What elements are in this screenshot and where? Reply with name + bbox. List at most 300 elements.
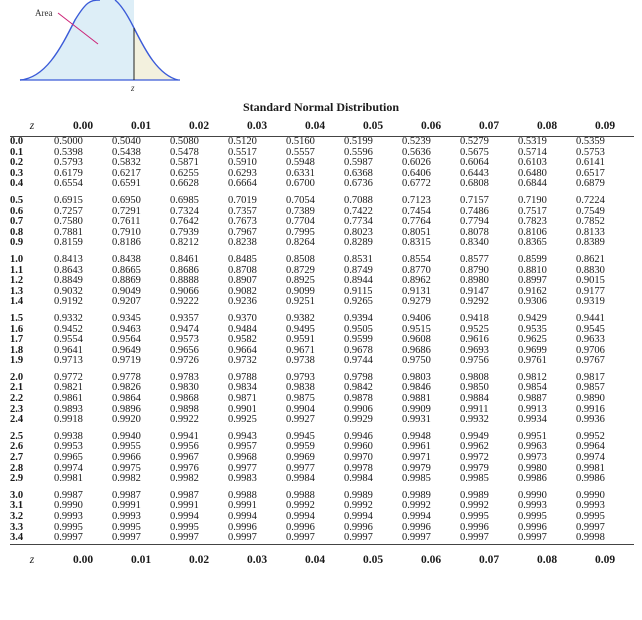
probability-cell: 0.9177 <box>576 285 605 297</box>
probability-cell: 0.9319 <box>576 296 605 308</box>
probability-cell: 0.9994 <box>344 511 373 522</box>
probability-cell: 0.9946 <box>344 430 373 442</box>
probability-cell: 0.9964 <box>576 441 605 453</box>
probability-cell: 0.9959 <box>286 441 315 453</box>
z-value: 1.0 <box>10 253 24 265</box>
probability-cell: 0.9932 <box>460 414 489 426</box>
probability-cell: 0.9925 <box>228 414 257 426</box>
z-value: 1.9 <box>10 355 24 367</box>
z-value: 0.7 <box>10 216 24 228</box>
probability-cell: 0.8413 <box>54 253 83 265</box>
probability-cell: 0.9974 <box>576 452 605 464</box>
probability-cell: 0.8869 <box>112 275 141 287</box>
probability-cell: 0.9972 <box>460 452 489 464</box>
probability-cell: 0.6985 <box>170 194 199 206</box>
probability-cell: 0.5557 <box>286 146 315 158</box>
probability-cell: 0.9922 <box>170 414 199 426</box>
probability-cell: 0.9991 <box>228 500 257 512</box>
probability-cell: 0.9115 <box>344 285 373 297</box>
probability-cell: 0.9927 <box>286 414 315 426</box>
probability-cell: 0.9706 <box>576 344 605 356</box>
probability-cell: 0.9995 <box>518 511 547 522</box>
probability-cell: 0.5832 <box>112 157 141 169</box>
probability-cell: 0.9982 <box>170 473 199 485</box>
probability-cell: 0.9961 <box>402 441 431 453</box>
probability-cell: 0.9943 <box>228 430 257 442</box>
normal-curve-figure <box>0 0 200 95</box>
probability-cell: 0.9997 <box>170 532 199 544</box>
probability-cell: 0.8810 <box>518 264 547 276</box>
table-row <box>10 179 634 190</box>
z-value: 0.4 <box>10 178 24 190</box>
probability-cell: 0.7580 <box>54 216 83 228</box>
probability-cell: 0.9896 <box>112 403 141 415</box>
probability-cell: 0.9875 <box>286 393 315 405</box>
probability-cell: 0.7422 <box>344 205 373 217</box>
probability-cell: 0.7939 <box>170 226 199 238</box>
probability-cell: 0.9913 <box>518 403 547 415</box>
probability-cell: 0.8289 <box>344 237 373 249</box>
probability-cell: 0.9996 <box>286 521 315 533</box>
probability-cell: 0.9994 <box>228 511 257 522</box>
probability-cell: 0.9131 <box>402 285 431 297</box>
probability-cell: 0.9693 <box>460 344 489 356</box>
probability-cell: 0.9945 <box>286 430 315 442</box>
probability-cell: 0.6179 <box>54 167 83 179</box>
probability-cell: 0.9948 <box>402 430 431 442</box>
probability-cell: 0.9699 <box>518 344 547 356</box>
probability-cell: 0.9987 <box>54 489 83 501</box>
probability-cell: 0.9985 <box>402 473 431 485</box>
probability-cell: 0.8365 <box>518 237 547 249</box>
probability-cell: 0.9767 <box>576 355 605 367</box>
probability-cell: 0.9991 <box>112 500 141 512</box>
probability-cell: 0.9463 <box>112 323 141 335</box>
probability-cell: 0.9871 <box>228 393 257 405</box>
probability-cell: 0.9990 <box>576 489 605 501</box>
probability-cell: 0.8686 <box>170 264 199 276</box>
probability-cell: 0.9893 <box>54 403 83 415</box>
probability-cell: 0.9251 <box>286 296 315 308</box>
table-row <box>10 415 634 426</box>
probability-cell: 0.8159 <box>54 237 83 249</box>
probability-cell: 0.9987 <box>112 489 141 501</box>
probability-cell: 0.6064 <box>460 157 489 169</box>
probability-cell: 0.9994 <box>286 511 315 522</box>
probability-cell: 0.9951 <box>518 430 547 442</box>
probability-cell: 0.9918 <box>54 414 83 426</box>
probability-cell: 0.5636 <box>402 146 431 158</box>
probability-cell: 0.7054 <box>286 194 315 206</box>
probability-cell: 0.9904 <box>286 403 315 415</box>
probability-cell: 0.9778 <box>112 371 141 383</box>
probability-cell: 0.9830 <box>170 382 199 394</box>
probability-cell: 0.8461 <box>170 253 199 265</box>
probability-cell: 0.9997 <box>344 532 373 544</box>
probability-cell: 0.9976 <box>170 462 199 474</box>
column-header: 0.00 <box>72 553 94 566</box>
probability-cell: 0.9941 <box>170 430 199 442</box>
probability-cell: 0.5160 <box>286 136 315 147</box>
probability-cell: 0.9970 <box>344 452 373 464</box>
probability-cell: 0.9222 <box>170 296 199 308</box>
probability-cell: 0.7257 <box>54 205 83 217</box>
probability-cell: 0.5675 <box>460 146 489 158</box>
probability-cell: 0.9495 <box>286 323 315 335</box>
probability-cell: 0.9649 <box>112 344 141 356</box>
probability-cell: 0.9973 <box>518 452 547 464</box>
probability-cell: 0.8264 <box>286 237 315 249</box>
z-value: 3.2 <box>10 511 24 522</box>
area-label: Area <box>35 8 53 18</box>
probability-cell: 0.5359 <box>576 136 605 147</box>
probability-cell: 0.9812 <box>518 371 547 383</box>
probability-cell: 0.9732 <box>228 355 257 367</box>
probability-cell: 0.7157 <box>460 194 489 206</box>
probability-cell: 0.9985 <box>460 473 489 485</box>
probability-cell: 0.9996 <box>344 521 373 533</box>
probability-cell: 0.9992 <box>344 500 373 512</box>
probability-cell: 0.7764 <box>402 216 431 228</box>
probability-cell: 0.5596 <box>344 146 373 158</box>
column-header: 0.00 <box>72 120 94 132</box>
probability-cell: 0.9868 <box>170 393 199 405</box>
probability-cell: 0.9884 <box>460 393 489 405</box>
z-value: 1.2 <box>10 275 24 287</box>
probability-cell: 0.9664 <box>228 344 257 356</box>
probability-cell: 0.9429 <box>518 312 547 324</box>
probability-cell: 0.8980 <box>460 275 489 287</box>
z-value: 1.1 <box>10 264 24 276</box>
probability-cell: 0.8485 <box>228 253 257 265</box>
probability-cell: 0.9719 <box>112 355 141 367</box>
probability-cell: 0.8925 <box>286 275 315 287</box>
probability-cell: 0.8186 <box>112 237 141 249</box>
z-value: 2.1 <box>10 382 24 394</box>
probability-cell: 0.8665 <box>112 264 141 276</box>
probability-cell: 0.8315 <box>402 237 431 249</box>
probability-cell: 0.9881 <box>402 393 431 405</box>
probability-cell: 0.9345 <box>112 312 141 324</box>
table-title: Standard Normal Distribution <box>242 100 400 114</box>
table-row <box>10 474 634 485</box>
probability-cell: 0.9890 <box>576 393 605 405</box>
z-value: 0.3 <box>10 167 24 179</box>
z-value: 1.8 <box>10 344 24 356</box>
z-value: 0.8 <box>10 226 24 238</box>
probability-cell: 0.7823 <box>518 216 547 228</box>
probability-cell: 0.9671 <box>286 344 315 356</box>
z-value: 1.3 <box>10 285 24 297</box>
probability-cell: 0.8849 <box>54 275 83 287</box>
probability-cell: 0.7967 <box>228 226 257 238</box>
probability-cell: 0.9989 <box>460 489 489 501</box>
probability-cell: 0.9997 <box>402 532 431 544</box>
probability-cell: 0.8599 <box>518 253 547 265</box>
probability-cell: 0.5120 <box>228 136 257 147</box>
column-header: 0.02 <box>188 120 210 132</box>
probability-cell: 0.9750 <box>402 355 431 367</box>
probability-cell: 0.9996 <box>518 521 547 533</box>
probability-cell: 0.9686 <box>402 344 431 356</box>
z-value: 3.0 <box>10 489 24 501</box>
probability-cell: 0.7324 <box>170 205 199 217</box>
probability-cell: 0.9332 <box>54 312 83 324</box>
probability-cell: 0.9975 <box>112 462 141 474</box>
probability-cell: 0.9968 <box>228 452 257 464</box>
probability-cell: 0.9292 <box>460 296 489 308</box>
column-header: 0.04 <box>304 553 326 566</box>
column-header: 0.09 <box>594 120 616 132</box>
probability-cell: 0.9993 <box>112 511 141 522</box>
probability-cell: 0.9803 <box>402 371 431 383</box>
probability-cell: 0.9842 <box>344 382 373 394</box>
probability-cell: 0.6103 <box>518 157 547 169</box>
probability-cell: 0.9887 <box>518 393 547 405</box>
probability-cell: 0.9936 <box>576 414 605 426</box>
probability-cell: 0.5000 <box>54 136 83 147</box>
probability-cell: 0.9082 <box>228 285 257 297</box>
probability-cell: 0.9997 <box>286 532 315 544</box>
column-header: 0.01 <box>130 120 152 132</box>
probability-cell: 0.9955 <box>112 441 141 453</box>
probability-cell: 0.7673 <box>228 216 257 228</box>
probability-cell: 0.7517 <box>518 205 547 217</box>
probability-cell: 0.5279 <box>460 136 489 147</box>
probability-cell: 0.9995 <box>54 521 83 533</box>
probability-cell: 0.9929 <box>344 414 373 426</box>
probability-cell: 0.9987 <box>170 489 199 501</box>
z-value: 3.3 <box>10 521 24 533</box>
table-body <box>10 137 634 545</box>
probability-cell: 0.9162 <box>518 285 547 297</box>
probability-cell: 0.9993 <box>54 511 83 522</box>
probability-cell: 0.9997 <box>54 532 83 544</box>
column-header: 0.06 <box>420 120 442 132</box>
probability-cell: 0.9984 <box>344 473 373 485</box>
table-row <box>10 196 634 207</box>
probability-cell: 0.9633 <box>576 334 605 346</box>
probability-cell: 0.9599 <box>344 334 373 346</box>
probability-cell: 0.8238 <box>228 237 257 249</box>
probability-cell: 0.5398 <box>54 146 83 158</box>
table-row <box>10 533 634 544</box>
probability-cell: 0.8106 <box>518 226 547 238</box>
probability-cell: 0.9808 <box>460 371 489 383</box>
probability-cell: 0.9980 <box>518 462 547 474</box>
probability-cell: 0.7454 <box>402 205 431 217</box>
probability-cell: 0.9525 <box>460 323 489 335</box>
probability-cell: 0.6554 <box>54 178 83 190</box>
probability-cell: 0.9986 <box>518 473 547 485</box>
z-value: 2.2 <box>10 393 24 405</box>
z-value: 3.4 <box>10 532 24 544</box>
column-header: 0.03 <box>246 120 268 132</box>
probability-cell: 0.5793 <box>54 157 83 169</box>
probability-cell: 0.9265 <box>344 296 373 308</box>
probability-cell: 0.9441 <box>576 312 605 324</box>
probability-cell: 0.9515 <box>402 323 431 335</box>
probability-cell: 0.9049 <box>112 285 141 297</box>
probability-cell: 0.9990 <box>54 500 83 512</box>
probability-cell: 0.8508 <box>286 253 315 265</box>
probability-cell: 0.6772 <box>402 178 431 190</box>
probability-cell: 0.9656 <box>170 344 199 356</box>
z-value: 1.4 <box>10 296 24 308</box>
probability-cell: 0.9986 <box>576 473 605 485</box>
probability-cell: 0.9850 <box>460 382 489 394</box>
column-header: 0.03 <box>246 553 268 566</box>
probability-cell: 0.9994 <box>402 511 431 522</box>
probability-cell: 0.9394 <box>344 312 373 324</box>
probability-cell: 0.9979 <box>460 462 489 474</box>
column-header: 0.04 <box>304 120 326 132</box>
probability-cell: 0.8997 <box>518 275 547 287</box>
probability-cell: 0.9997 <box>112 532 141 544</box>
probability-cell: 0.9992 <box>402 500 431 512</box>
probability-cell: 0.7549 <box>576 205 605 217</box>
probability-cell: 0.7642 <box>170 216 199 228</box>
probability-cell: 0.6808 <box>460 178 489 190</box>
probability-cell: 0.9988 <box>286 489 315 501</box>
probability-cell: 0.8888 <box>170 275 199 287</box>
probability-cell: 0.9992 <box>286 500 315 512</box>
probability-cell: 0.7704 <box>286 216 315 228</box>
probability-cell: 0.9988 <box>228 489 257 501</box>
z-value: 1.5 <box>10 312 24 324</box>
z-value: 2.8 <box>10 462 24 474</box>
probability-cell: 0.9834 <box>228 382 257 394</box>
probability-cell: 0.9992 <box>460 500 489 512</box>
probability-cell: 0.9032 <box>54 285 83 297</box>
probability-cell: 0.9406 <box>402 312 431 324</box>
z-value: 1.7 <box>10 334 24 346</box>
probability-cell: 0.9977 <box>286 462 315 474</box>
probability-cell: 0.7019 <box>228 194 257 206</box>
z-value: 2.6 <box>10 441 24 453</box>
probability-cell: 0.9967 <box>170 452 199 464</box>
table-row <box>10 356 634 367</box>
probability-cell: 0.9861 <box>54 393 83 405</box>
probability-cell: 0.9956 <box>170 441 199 453</box>
probability-cell: 0.9974 <box>54 462 83 474</box>
probability-cell: 0.9990 <box>518 489 547 501</box>
probability-cell: 0.9981 <box>54 473 83 485</box>
probability-cell: 0.9971 <box>402 452 431 464</box>
probability-cell: 0.6293 <box>228 167 257 179</box>
probability-cell: 0.7611 <box>112 216 141 228</box>
probability-cell: 0.9484 <box>228 323 257 335</box>
probability-cell: 0.9960 <box>344 441 373 453</box>
probability-cell: 0.9772 <box>54 371 83 383</box>
column-header: 0.07 <box>478 553 500 566</box>
probability-cell: 0.9738 <box>286 355 315 367</box>
probability-cell: 0.6591 <box>112 178 141 190</box>
z-value: 0.9 <box>10 237 24 249</box>
probability-cell: 0.9192 <box>54 296 83 308</box>
probability-cell: 0.9099 <box>286 285 315 297</box>
z-value: 2.9 <box>10 473 24 485</box>
probability-cell: 0.7190 <box>518 194 547 206</box>
probability-cell: 0.8212 <box>170 237 199 249</box>
table-row <box>10 137 634 148</box>
table-row <box>10 314 634 325</box>
right-tail <box>134 28 178 80</box>
probability-cell: 0.9977 <box>228 462 257 474</box>
probability-cell: 0.9564 <box>112 334 141 346</box>
probability-cell: 0.9911 <box>460 403 489 415</box>
probability-cell: 0.9608 <box>402 334 431 346</box>
probability-cell: 0.8051 <box>402 226 431 238</box>
probability-cell: 0.9857 <box>576 382 605 394</box>
probability-cell: 0.7123 <box>402 194 431 206</box>
probability-cell: 0.9726 <box>170 355 199 367</box>
z-value: 0.2 <box>10 157 24 169</box>
probability-cell: 0.7881 <box>54 226 83 238</box>
column-header: 0.05 <box>362 553 384 566</box>
table-row <box>10 238 634 249</box>
probability-cell: 0.9641 <box>54 344 83 356</box>
probability-cell: 0.6406 <box>402 167 431 179</box>
probability-cell: 0.5040 <box>112 136 141 147</box>
probability-cell: 0.5948 <box>286 157 315 169</box>
probability-cell: 0.9997 <box>228 532 257 544</box>
probability-cell: 0.8554 <box>402 253 431 265</box>
probability-cell: 0.8962 <box>402 275 431 287</box>
probability-cell: 0.6026 <box>402 157 431 169</box>
probability-cell: 0.9953 <box>54 441 83 453</box>
probability-cell: 0.7486 <box>460 205 489 217</box>
probability-cell: 0.9957 <box>228 441 257 453</box>
table-row <box>10 255 634 266</box>
probability-cell: 0.9994 <box>170 511 199 522</box>
probability-cell: 0.8621 <box>576 253 605 265</box>
probability-cell: 0.8770 <box>402 264 431 276</box>
probability-cell: 0.9678 <box>344 344 373 356</box>
probability-cell: 0.9989 <box>344 489 373 501</box>
probability-cell: 0.8790 <box>460 264 489 276</box>
probability-cell: 0.9997 <box>460 532 489 544</box>
probability-cell: 0.8389 <box>576 237 605 249</box>
probability-cell: 0.6664 <box>228 178 257 190</box>
probability-cell: 0.9901 <box>228 403 257 415</box>
probability-cell: 0.6879 <box>576 178 605 190</box>
z-value: 2.0 <box>10 371 24 383</box>
probability-cell: 0.9969 <box>286 452 315 464</box>
probability-cell: 0.9505 <box>344 323 373 335</box>
probability-cell: 0.9938 <box>54 430 83 442</box>
probability-cell: 0.9756 <box>460 355 489 367</box>
probability-cell: 0.9474 <box>170 323 199 335</box>
z-value: 0.0 <box>10 136 24 147</box>
probability-cell: 0.9996 <box>402 521 431 533</box>
probability-cell: 0.6915 <box>54 194 83 206</box>
probability-cell: 0.6141 <box>576 157 605 169</box>
probability-cell: 0.9207 <box>112 296 141 308</box>
probability-cell: 0.9979 <box>402 462 431 474</box>
probability-cell: 0.7794 <box>460 216 489 228</box>
probability-cell: 0.5517 <box>228 146 257 158</box>
z-value: 2.5 <box>10 430 24 442</box>
probability-cell: 0.6517 <box>576 167 605 179</box>
probability-cell: 0.7357 <box>228 205 257 217</box>
probability-cell: 0.9952 <box>576 430 605 442</box>
column-header: 0.08 <box>536 120 558 132</box>
probability-cell: 0.8729 <box>286 264 315 276</box>
probability-cell: 0.8708 <box>228 264 257 276</box>
probability-cell: 0.9761 <box>518 355 547 367</box>
probability-cell: 0.9713 <box>54 355 83 367</box>
